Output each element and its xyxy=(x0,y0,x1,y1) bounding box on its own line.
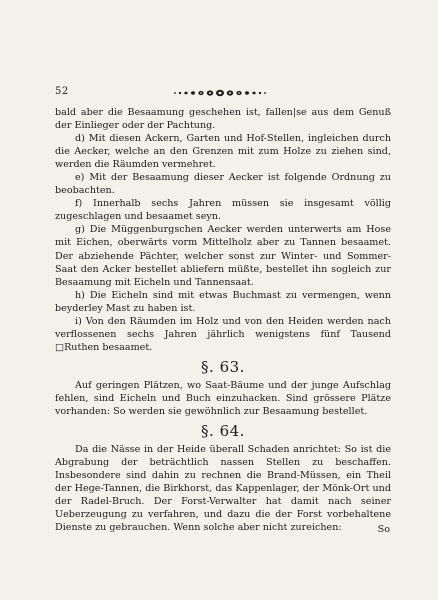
catchword: So xyxy=(377,524,390,535)
paragraph-item-i: i) Von den Räumden im Holz und von den Heiden werden nach verflossenen sechs Jahren jährlich wenigstens fünf Tausend □Ruthen besaamet. xyxy=(55,315,391,353)
section-63-text: Auf geringen Plätzen, wo Saat-Bäume und der junge Aufschlag fehlen, sind Eicheln und Buch einzuhacken. Sind grössere Plätze vorhanden: So werden sie gewöhnlich zur Besaamung bestellet. xyxy=(55,379,391,417)
page-number: 52 xyxy=(55,86,69,97)
paragraph-item-d: d) Mit diesen Ackern, Garten und Hof-Stellen, ingleichen durch die Aecker, welche an den Grenzen mit zum Holze zu ziehen sind, werden die Räumden vermehret. xyxy=(55,133,391,171)
section-heading-63: §. 63. xyxy=(201,357,245,376)
paragraph-item-e: e) Mit der Besaamung dieser Aecker ist folgende Ordnung zu beobachten. xyxy=(55,172,391,197)
paragraph-item-g: g) Die Müggenburgschen Aecker werden unterwerts am Hose mit Eichen, oberwärts vorm Mittelholz aber zu Tannen besaamet. Der abziehende Pächter, welcher sonst zur Winter- und Sommer-Saat den Acker bestellet abliefern müßte, bestellet ihn sogleich zur Besaamung mit Eicheln und Tannensaat. xyxy=(55,224,391,288)
paragraph-continuation: bald aber die Besaamung geschehen ist, fallen|se aus dem Genuß der Einlieger oder der Pachtung. xyxy=(55,107,391,132)
printers-ornament-icon xyxy=(170,86,270,100)
section-heading-64: §. 64. xyxy=(201,422,245,441)
section-64-text: Da die Nässe in der Heide überall Schaden anrichtet: So ist die Abgrabung der beträchtlich nassen Stellen zu beschaffen. Insbesondere sind dahin zu rechnen die Brand-Müssen, ein Theil der Hege-Tannen, die Birkhorst, das Kappenlager, der Mönk-Ort und der Radel-Bruch. Der Forst-Verwalter hat damit nach seiner Ueberzeugung zu verfahren, und dazu die der Forst vorbehaltene Dienste zu gebrauchen. Wenn solche aber nicht zureichen: xyxy=(55,444,391,534)
page-body xyxy=(55,106,391,534)
paragraph-item-f: f) Innerhalb sechs Jahren müssen sie insgesamt völlig zugeschlagen und besaamet seyn. xyxy=(55,198,391,223)
paragraph-item-h: h) Die Eicheln sind mit etwas Buchmast zu vermengen, wenn beyderley Mast zu haben ist. xyxy=(55,289,391,314)
